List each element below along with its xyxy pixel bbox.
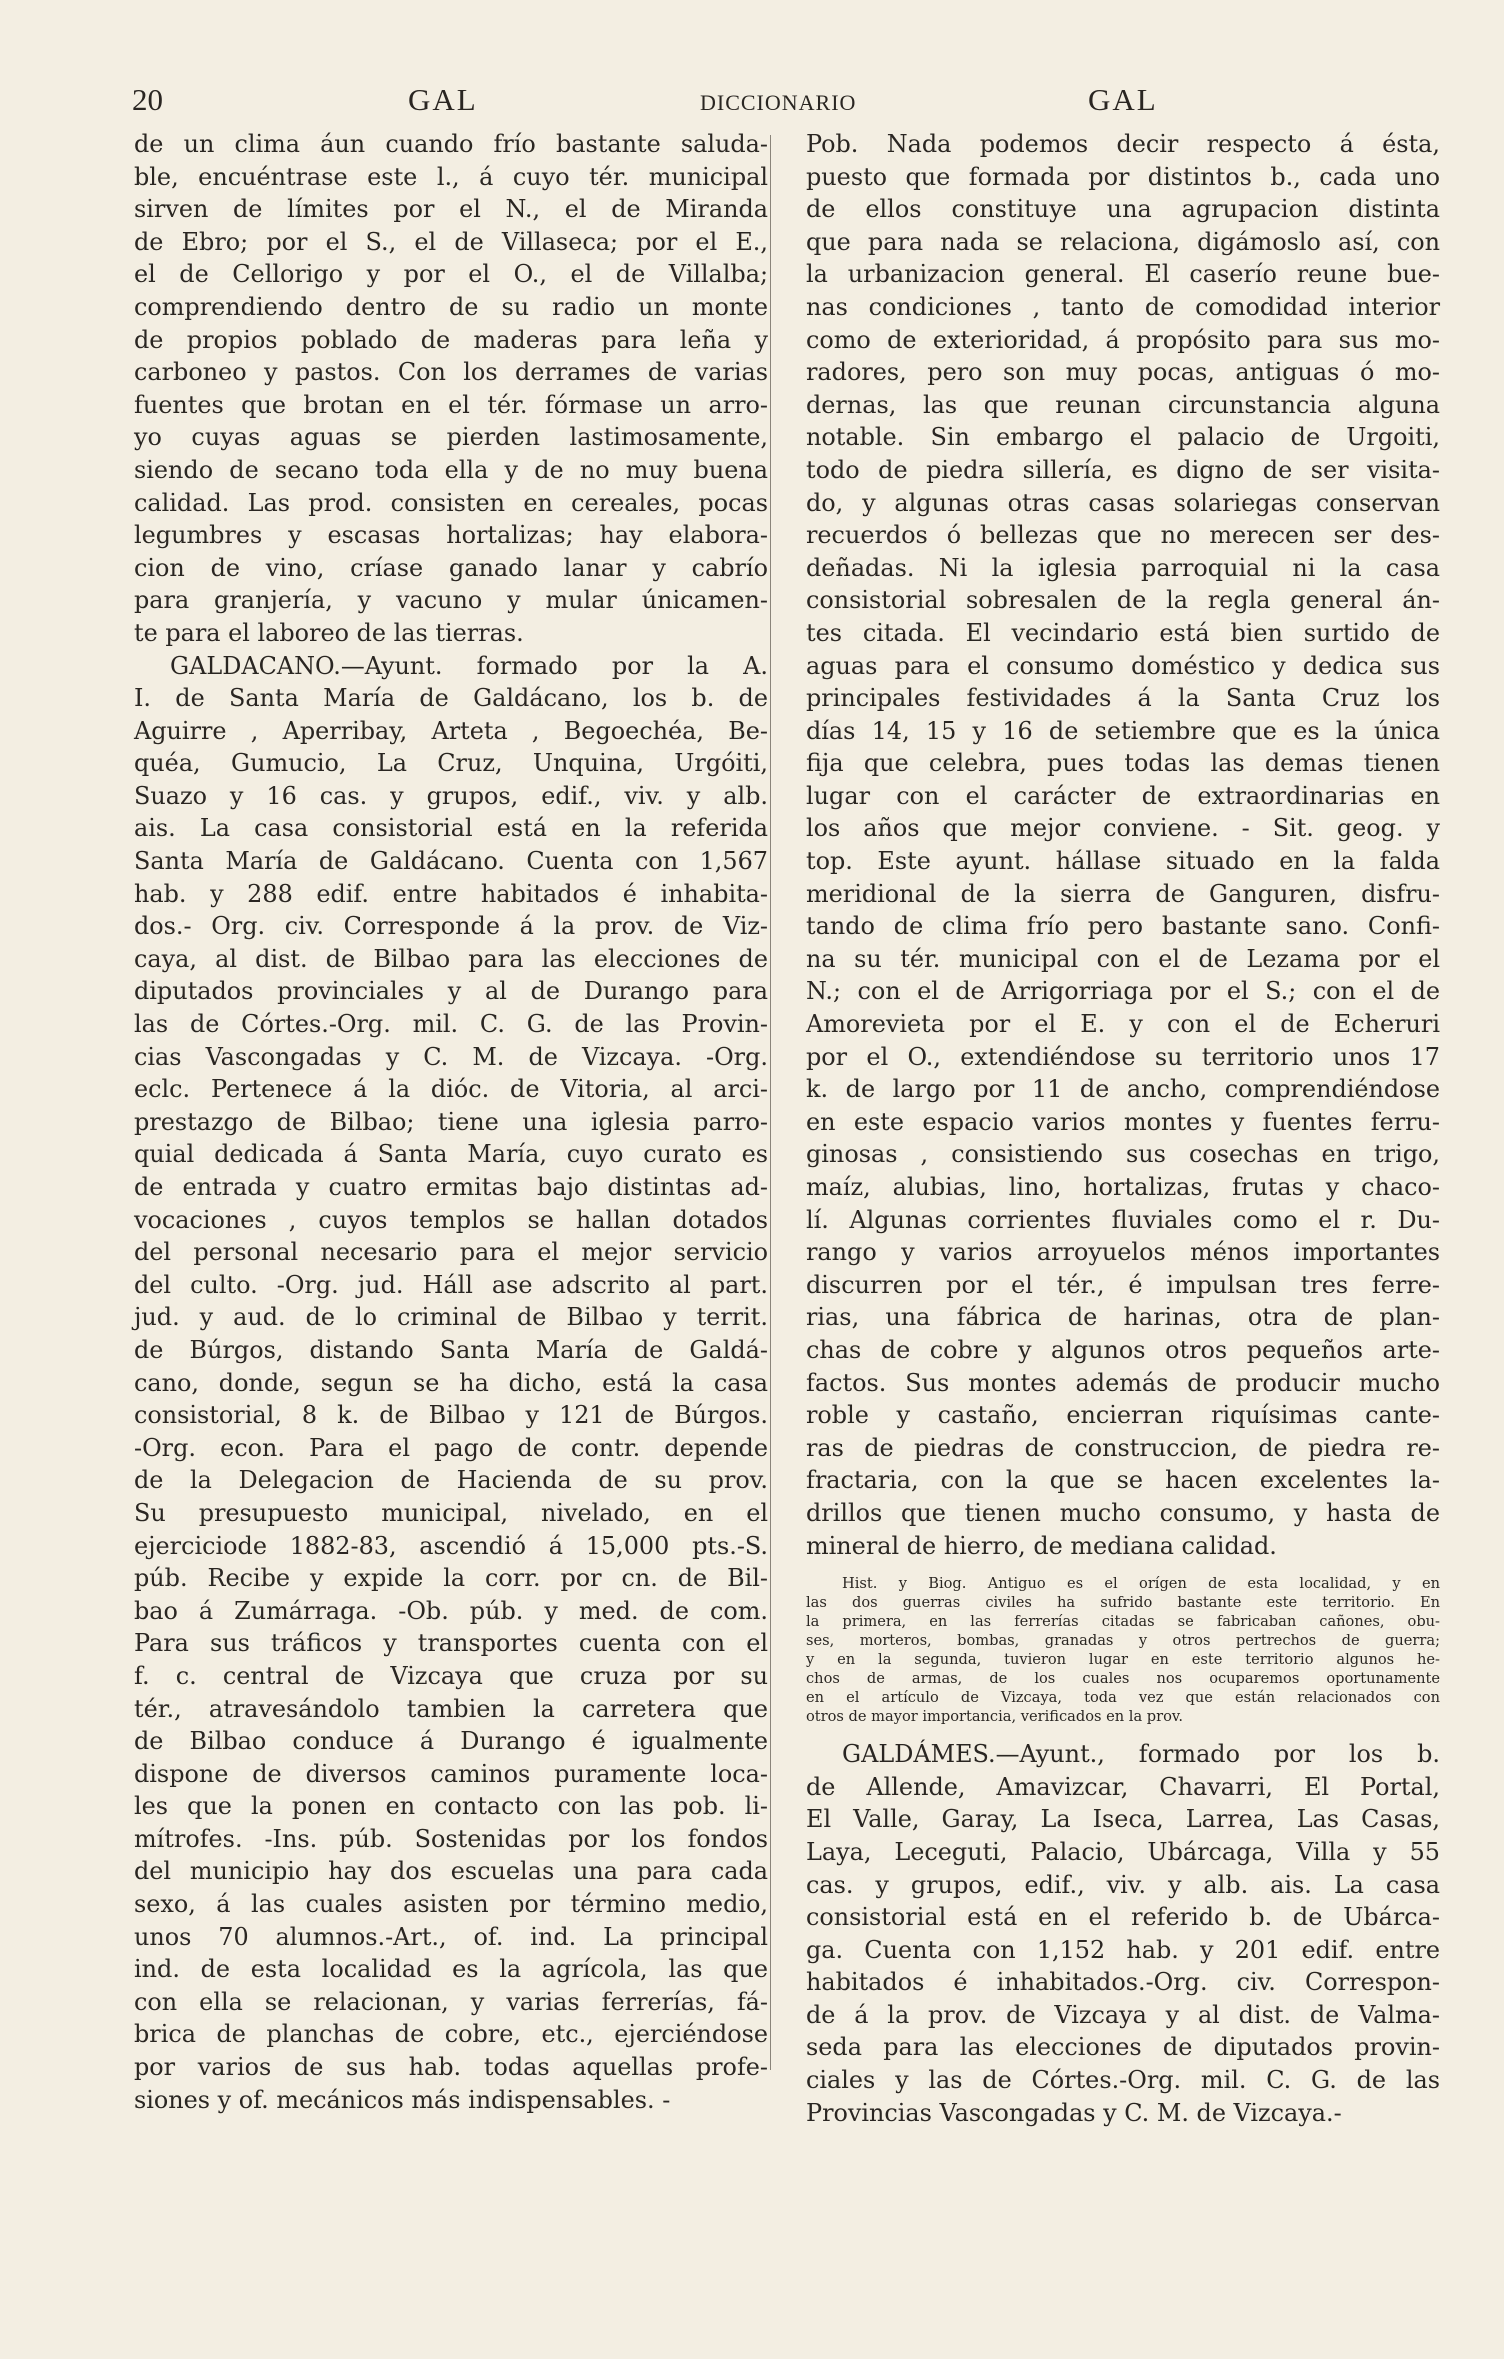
text-line: del culto. -Org. jud. Háll ase adscrito al part. — [134, 1270, 768, 1299]
page-header — [128, 82, 1438, 122]
text-line: de Búrgos, distando Santa María de Galdá- — [134, 1335, 768, 1364]
text-line: de Allende, Amavizcar, Chavarri, El Portal, — [806, 1772, 1440, 1801]
text-line: principales festividades á la Santa Cruz los — [806, 684, 1440, 713]
text-line: las de Córtes.-Org. mil. C. G. de las Provin- — [134, 1010, 768, 1039]
text-line: que para nada se relaciona, digámoslo así, con — [806, 227, 1440, 256]
text-line: de ellos constituye una agrupacion distinta — [806, 195, 1440, 224]
text-line: ginosas , consistiendo sus cosechas en trigo, — [806, 1140, 1440, 1169]
text-line: drillos que tienen mucho consumo, y hasta de — [806, 1498, 1440, 1527]
text-line: recuerdos ó bellezas que no merecen ser des- — [806, 521, 1440, 550]
text-line: cano, donde, segun se ha dicho, está la casa — [134, 1368, 768, 1397]
text-line: de un clima áun cuando frío bastante saluda- — [134, 130, 768, 158]
text-line: GALDACANO.—Ayunt. formado por la A. — [170, 651, 768, 680]
text-line: de á la prov. de Vizcaya y al dist. de Valma- — [806, 2000, 1440, 2029]
column-divider — [770, 135, 771, 2070]
text-line: ind. de esta localidad es la agrícola, las que — [134, 1955, 768, 1984]
text-line: Su presupuesto municipal, nivelado, en el — [134, 1498, 768, 1527]
text-line: Para sus tráficos y transportes cuenta con el — [134, 1629, 768, 1658]
text-line: los años que mejor conviene. - Sit. geog. y — [806, 814, 1440, 843]
text-line: brica de planchas de cobre, etc., ejerciéndose — [134, 2020, 768, 2049]
text-line: de Ebro; por el S., el de Villaseca; por el E., — [134, 227, 768, 256]
text-line: El Valle, Garay, La Iseca, Larrea, Las Casas, — [806, 1805, 1440, 1834]
note-line: ses, morteros, bombas, granadas y otros pertrechos de guerra; — [806, 1632, 1440, 1650]
text-line: para granjería, y vacuno y mular únicamen- — [134, 586, 768, 615]
text-line: dos.- Org. civ. Corresponde á la prov. de Viz- — [134, 912, 768, 941]
text-line: tando de clima frío pero bastante sano. Confi- — [806, 912, 1440, 941]
text-line: puesto que formada por distintos b., cada uno — [806, 162, 1440, 191]
text-line: cas. y grupos, edif., viv. y alb. ais. La casa — [806, 1870, 1440, 1899]
text-line: diputados provinciales y al de Durango para — [134, 977, 768, 1006]
text-line: dernas, las que reunan circunstancia alguna — [806, 390, 1440, 419]
text-line: meridional de la sierra de Ganguren, disfru- — [806, 879, 1440, 908]
text-line: de Bilbao conduce á Durango é igualmente — [134, 1727, 768, 1756]
right-column — [806, 128, 1440, 2129]
text-line: GALDÁMES.—Ayunt., formado por los b. — [842, 1740, 1440, 1769]
text-line: habitados é inhabitados.-Org. civ. Correspon- — [806, 1968, 1440, 1997]
text-line: vocaciones , cuyos templos se hallan dotados — [134, 1205, 768, 1234]
note-line: en el artículo de Vizcaya, toda vez que están relacionados con — [806, 1689, 1440, 1707]
text-line: discurren por el tér., é impulsan tres ferre- — [806, 1270, 1440, 1299]
text-line: fractaria, con la que se hacen excelentes la- — [806, 1466, 1440, 1495]
text-line: del personal necesario para el mejor servicio — [134, 1238, 768, 1267]
text-line: jud. y aud. de lo criminal de Bilbao y territ. — [134, 1303, 768, 1332]
text-line: del municipio hay dos escuelas una para cada — [134, 1857, 768, 1886]
text-line: do, y algunas otras casas solariegas conservan — [806, 488, 1440, 517]
text-line: unos 70 alumnos.-Art., of. ind. La principal — [134, 1922, 768, 1951]
page-number: 20 — [132, 82, 163, 117]
header-center-word: DICCIONARIO — [700, 90, 857, 115]
note-line: la primera, en las ferrerías citadas se fabricaban cañones, obu- — [806, 1613, 1440, 1631]
text-line: Provincias Vascongadas y C. M. de Vizcaya.- — [806, 2098, 1342, 2127]
text-line: como de exterioridad, á propósito para sus mo- — [806, 325, 1440, 354]
text-line: comprendiendo dentro de su radio un monte — [134, 292, 768, 321]
text-line: Amorevieta por el E. y con el de Echeruri — [806, 1010, 1440, 1039]
text-line: seda para las elecciones de diputados provin- — [806, 2033, 1440, 2062]
text-line: prestazgo de Bilbao; tiene una iglesia parro- — [134, 1107, 768, 1136]
text-line: púb. Recibe y expide la corr. por cn. de Bil- — [134, 1564, 768, 1593]
text-line: -Org. econ. Para el pago de contr. depende — [134, 1433, 768, 1462]
text-line: rias, una fábrica de harinas, otra de plan- — [806, 1303, 1440, 1332]
text-line: sexo, á las cuales asisten por término medio, — [134, 1890, 768, 1919]
note-line: chos de armas, de los cuales nos ocuparemos oportunamente — [806, 1670, 1440, 1688]
right-column-text-b — [806, 1738, 1440, 2129]
text-line: consistorial está en el referido b. de Ubárca- — [806, 1903, 1440, 1932]
text-line: lí. Algunas corrientes fluviales como el r. Du- — [806, 1205, 1440, 1234]
note-line: y en la segunda, tuvieron lugar en este territorio algunos he- — [806, 1651, 1440, 1669]
text-line: aguas para el consumo doméstico y dedica sus — [806, 651, 1440, 680]
text-line: bao á Zumárraga. -Ob. púb. y med. de com. — [134, 1596, 768, 1625]
text-line: mítrofes. -Ins. púb. Sostenidas por los fondos — [134, 1824, 768, 1853]
text-line: te para el laboreo de las tierras. — [134, 618, 524, 647]
text-line: mineral de hierro, de mediana calidad. — [806, 1531, 1277, 1560]
text-line: carboneo y pastos. Con los derrames de varias — [134, 358, 768, 387]
text-line: fija que celebra, pues todas las demas tienen — [806, 749, 1440, 778]
text-line: legumbres y escasas hortalizas; hay elabora- — [134, 521, 768, 550]
text-line: deñadas. Ni la iglesia parroquial ni la casa — [806, 553, 1440, 582]
text-line: f. c. central de Vizcaya que cruza por su — [134, 1661, 768, 1690]
text-line: dispone de diversos caminos puramente loca- — [134, 1759, 768, 1788]
text-line: Pob. Nada podemos decir respecto á ésta, — [806, 130, 1440, 158]
text-line: todo de piedra sillería, es digno de ser visita- — [806, 455, 1440, 484]
text-line: cias Vascongadas y C. M. de Vizcaya. -Org. — [134, 1042, 768, 1071]
text-line: hab. y 288 edif. entre habitados é inhabita- — [134, 879, 768, 908]
text-line: de propios poblado de maderas para leña y — [134, 325, 768, 354]
text-line: notable. Sin embargo el palacio de Urgoiti, — [806, 423, 1440, 452]
text-line: la urbanizacion general. El caserío reune bue- — [806, 260, 1440, 289]
text-line: roble y castaño, encierran riquísimas cante- — [806, 1401, 1440, 1430]
text-line: con ella se relacionan, y varias ferrerías, fá- — [134, 1987, 768, 2016]
right-column-text-a — [806, 128, 1440, 1562]
text-line: ciales y las de Córtes.-Org. mil. C. G. de las — [806, 2066, 1440, 2095]
text-line: consistorial sobresalen de la regla general án- — [806, 586, 1440, 615]
text-line: na su tér. municipal con el de Lezama por el — [806, 944, 1440, 973]
text-line: Santa María de Galdácano. Cuenta con 1,567 — [134, 847, 768, 876]
text-line: siones y of. mecánicos más indispensables. - — [134, 2085, 671, 2114]
text-line: cion de vino, críase ganado lanar y cabrío — [134, 553, 768, 582]
text-line: quéa, Gumucio, La Cruz, Unquina, Urgóiti, — [134, 749, 768, 778]
text-line: tér., atravesándolo tambien la carretera que — [134, 1694, 768, 1723]
note-line: Hist. y Biog. Antiguo es el orígen de esta localidad, y en — [842, 1575, 1440, 1593]
header-right-word: GAL — [1088, 82, 1158, 117]
text-line: días 14, 15 y 16 de setiembre que es la única — [806, 716, 1440, 745]
text-line: radores, pero son muy pocas, antiguas ó mo- — [806, 358, 1440, 387]
text-line: ras de piedras de construccion, de piedra re- — [806, 1433, 1440, 1462]
text-line: de la Delegacion de Hacienda de su prov. — [134, 1466, 768, 1495]
note-line: otros de mayor importancia, verificados en la prov. — [806, 1708, 1184, 1726]
text-line: ble, encuéntrase este l., á cuyo tér. municipal — [134, 162, 768, 191]
text-line: lugar con el carácter de extraordinarias en — [806, 781, 1440, 810]
text-line: k. de largo por 11 de ancho, comprendiéndose — [806, 1075, 1440, 1104]
text-line: sirven de límites por el N., el de Miranda — [134, 195, 768, 224]
text-line: ais. La casa consistorial está en la referida — [134, 814, 768, 843]
text-line: siendo de secano toda ella y de no muy buena — [134, 455, 768, 484]
text-line: en este espacio varios montes y fuentes ferru- — [806, 1107, 1440, 1136]
text-line: Aguirre , Aperribay, Arteta , Begoechéa, Be- — [134, 716, 768, 745]
text-line: nas condiciones , tanto de comodidad interior — [806, 292, 1440, 321]
text-line: les que la ponen en contacto con las pob. li- — [134, 1792, 768, 1821]
text-line: caya, al dist. de Bilbao para las elecciones de — [134, 944, 768, 973]
history-note — [806, 1574, 1440, 1726]
text-line: top. Este ayunt. hállase situado en la falda — [806, 847, 1440, 876]
text-line: factos. Sus montes además de producir mucho — [806, 1368, 1440, 1397]
left-column — [134, 128, 768, 2116]
text-line: I. de Santa María de Galdácano, los b. de — [134, 684, 768, 713]
header-left-word: GAL — [408, 82, 478, 117]
text-line: tes citada. El vecindario está bien surtido de — [806, 618, 1440, 647]
text-line: por varios de sus hab. todas aquellas profe- — [134, 2053, 768, 2082]
text-line: calidad. Las prod. consisten en cereales, pocas — [134, 488, 768, 517]
note-line: las dos guerras civiles ha sufrido bastante este territorio. En — [806, 1594, 1440, 1612]
text-line: chas de cobre y algunos otros pequeños arte- — [806, 1335, 1440, 1364]
text-line: ga. Cuenta con 1,152 hab. y 201 edif. entre — [806, 1935, 1440, 1964]
text-line: rango y varios arroyuelos ménos importantes — [806, 1238, 1440, 1267]
text-line: Suazo y 16 cas. y grupos, edif., viv. y alb. — [134, 781, 768, 810]
text-line: quial dedicada á Santa María, cuyo curato es — [134, 1140, 768, 1169]
text-line: consistorial, 8 k. de Bilbao y 121 de Búrgos. — [134, 1401, 768, 1430]
text-line: ejerciciode 1882-83, ascendió á 15,000 pts.-S. — [134, 1531, 768, 1560]
text-line: Laya, Leceguti, Palacio, Ubárcaga, Villa y 55 — [806, 1837, 1440, 1866]
text-line: eclc. Pertenece á la dióc. de Vitoria, al arci- — [134, 1075, 768, 1104]
text-line: N.; con el de Arrigorriaga por el S.; con el de — [806, 977, 1440, 1006]
text-line: fuentes que brotan en el tér. fórmase un arro- — [134, 390, 768, 419]
text-line: el de Cellorigo y por el O., el de Villalba; — [134, 260, 768, 289]
text-line: yo cuyas aguas se pierden lastimosamente, — [134, 423, 768, 452]
text-line: de entrada y cuatro ermitas bajo distintas ad- — [134, 1173, 768, 1201]
text-line: maíz, alubias, lino, hortalizas, frutas y chaco- — [806, 1173, 1440, 1201]
text-line: por el O., extendiéndose su territorio unos 17 — [806, 1042, 1440, 1071]
